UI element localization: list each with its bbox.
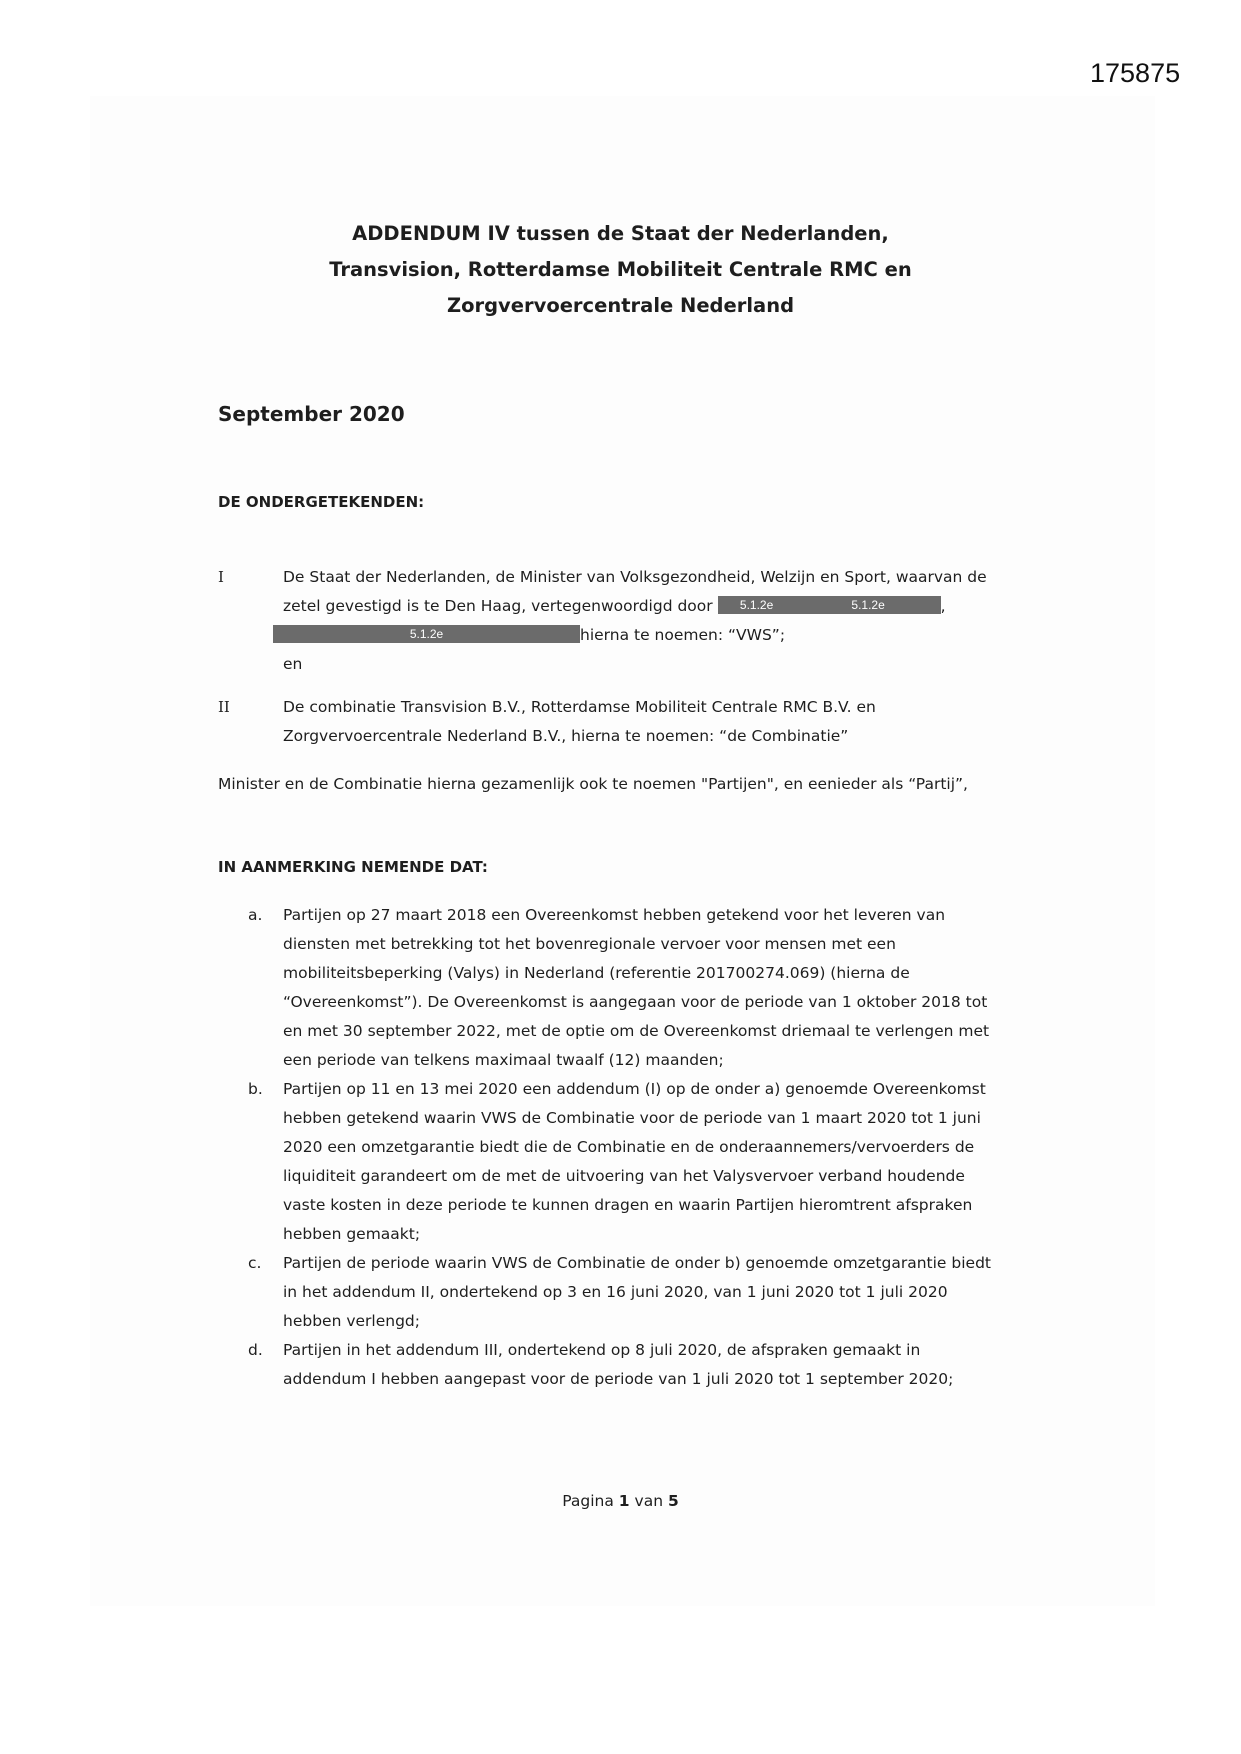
recital-text: Partijen op 11 en 13 mei 2020 een addendum (I) op de onder a) genoemde Overeenkomst hebben getekend waarin VWS de Combinatie voor de periode van 1 maart 2020 tot 1 juni 2020 een omzetgarantie biedt die de Combinatie en de onderaannemers/vervoerders de liquiditeit garandeert om de met de uitvoering van het Valysvervoer verband houdende vaste kosten in deze periode te kunnen dragen en waarin Partijen hieromtrent afspraken hebben gemaakt; [283,1080,986,1243]
redaction-block-c: 5.1.2e [273,625,580,643]
document-title [0,216,1241,324]
footer-page-middle: van [634,1492,664,1510]
party-2-number: II [218,698,230,716]
party-1-number: I [218,568,224,586]
party-1-line-2-prefix: zetel gevestigd is te Den Haag, vertegenwoordigd door [283,597,713,615]
party-2-line-2: Zorgvervoercentrale Nederland B.V., hierna te noemen: “de Combinatie” [283,727,849,745]
party-1-line-3 [273,621,1053,650]
document-id: 175875 [1090,58,1181,88]
party-1-line-2 [283,592,1063,621]
title-line-1: ADDENDUM IV tussen de Staat der Nederlanden, [352,222,889,245]
party-conjunction: en [283,655,303,673]
recital-marker: d. [248,1341,263,1359]
recitals-list [248,901,1148,1394]
party-2-line-1: De combinatie Transvision B.V., Rotterdamse Mobiliteit Centrale RMC B.V. en [283,698,876,716]
recital-marker: c. [248,1254,262,1272]
party-1-line-3-suffix: hierna te noemen: “VWS”; [580,626,786,644]
party-1-line-1: De Staat der Nederlanden, de Minister van Volksgezondheid, Welzijn en Sport, waarvan de [283,568,987,586]
recital-marker: b. [248,1080,263,1098]
recital-item-a [248,901,1148,1075]
recital-text: Partijen in het addendum III, ondertekend op 8 juli 2020, de afspraken gemaakt in addendum I hebben aangepast voor de periode van 1 juli 2020 tot 1 september 2020; [283,1341,954,1388]
recital-item-c [248,1249,1148,1336]
recital-item-d [248,1336,1148,1394]
redaction-block-b: 5.1.2e [796,596,941,614]
footer-total-pages: 5 [667,1492,679,1510]
recital-item-b [248,1075,1148,1249]
recital-text: Partijen op 27 maart 2018 een Overeenkomst hebben getekend voor het leveren van diensten met betrekking tot het bovenregionale vervoer voor mensen met een mobiliteitsbeperking (Valys) in Nederland (referentie 201700274.069) (hierna de “Overeenkomst”). De Overeenkomst is aangegaan voor de periode van 1 oktober 2018 tot en met 30 september 2022, met de optie om de Overeenkomst driemaal te verlengen met een periode van telkens maximaal twaalf (12) maanden; [283,906,990,1069]
joint-definition: Minister en de Combinatie hierna gezamenlijk ook te noemen "Partijen", en eenieder als “Partij”, [218,775,968,793]
party-2-text [283,693,1063,751]
recital-marker: a. [248,906,263,924]
document-date: September 2020 [218,402,405,426]
redaction-block-a: 5.1.2e [718,596,796,614]
page-footer [0,1492,1241,1510]
party-1-text [283,563,1063,679]
title-line-3: Zorgvervoercentrale Nederland [446,294,795,317]
recital-text: Partijen de periode waarin VWS de Combinatie de onder b) genoemde omzetgarantie biedt in het addendum II, ondertekend op 3 en 16 juni 2020, van 1 juni 2020 tot 1 juli 2020 hebben verlengd; [283,1254,991,1330]
footer-current-page: 1 [618,1492,630,1510]
party-1-line-2-suffix: , [940,597,946,615]
signatories-heading: DE ONDERGETEKENDEN: [218,493,425,511]
recitals-heading: IN AANMERKING NEMENDE DAT: [218,858,488,876]
footer-page-prefix: Pagina [562,1492,614,1510]
title-line-2: Transvision, Rotterdamse Mobiliteit Centrale RMC en [329,258,912,281]
